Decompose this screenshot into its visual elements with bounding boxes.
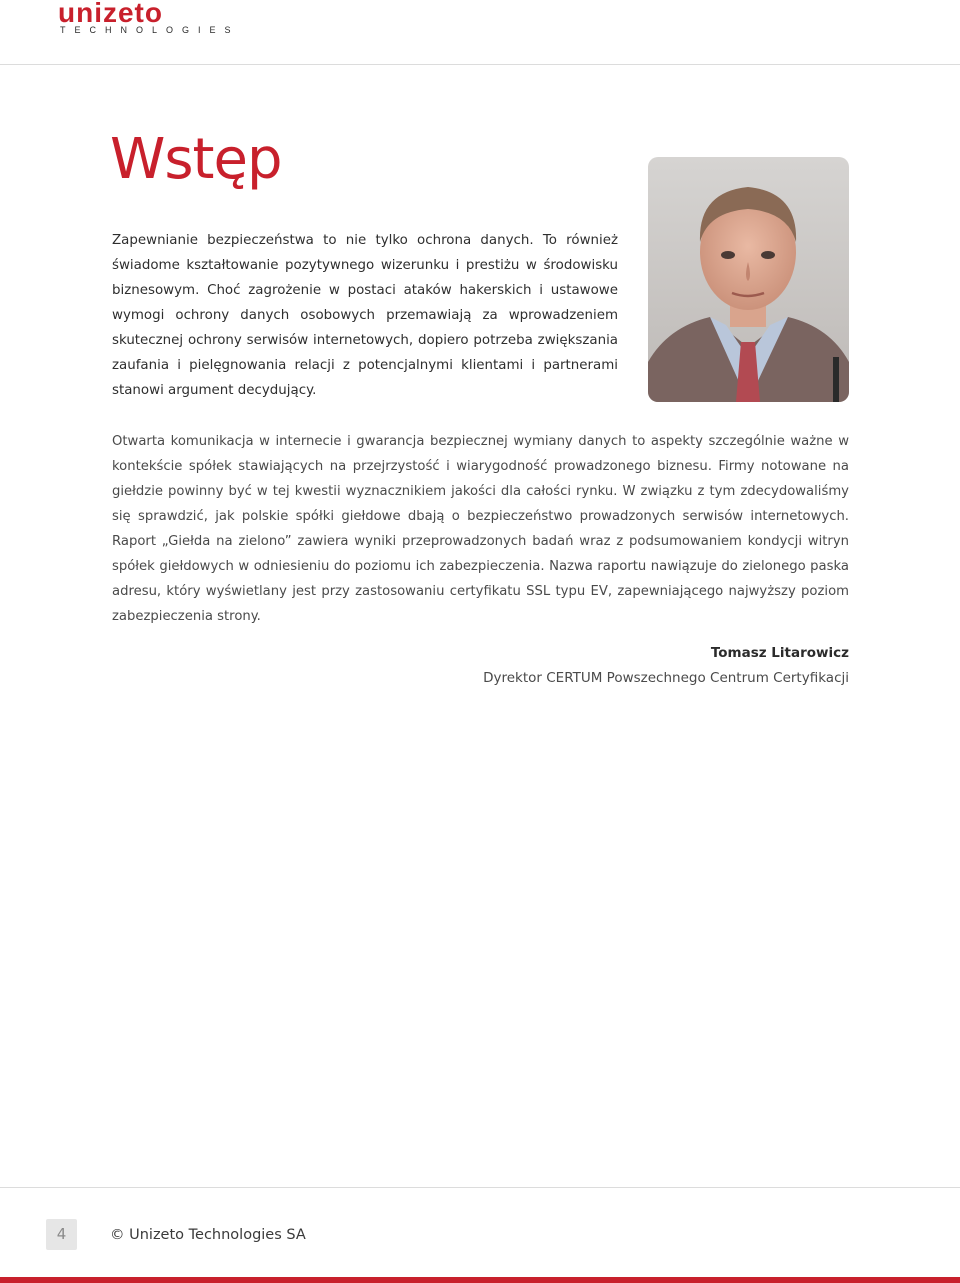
bottom-accent-bar [0, 1277, 960, 1283]
body-paragraph: Otwarta komunikacja w internecie i gwarancja bezpiecznej wymiany danych to aspekty szczególnie ważne w kontekście spółek stawiających na przejrzystość i wiarygodność prowadzonego biznesu. Firmy notowane na giełdzie powinny być w tej kwestii wyznacznikiem jakości dla całości rynku. W związku z tym zdecydowaliśmy się sprawdzić, jak polskie spółki giełdowe dbają o bezpieczeństwo prowadzonych serwisów internetowych. Raport „Giełda na zielono” zawiera wyniki przeprowadzonych badań wraz z podsumowaniem kondycji witryn spółek giełdowych w odniesieniu do poziomu ich zabezpieczenia. Nazwa raportu nawiązuje do zielonego paska adresu, który wyświetlany jest przy zastosowaniu certyfikatu SSL typu EV, zapewniającego najwyższy poziom zabezpieczenia strony. [112, 434, 849, 624]
portrait-image [648, 157, 849, 402]
page-number: 4 [46, 1219, 77, 1250]
logo-subtitle: TECHNOLOGIES [60, 25, 240, 35]
author-photo [648, 157, 849, 402]
page-title: Wstęp [110, 127, 282, 192]
lead-paragraph: Zapewnianie bezpieczeństwa to nie tylko ochrona danych. To również świadome kształtowanie pozytywnego wizerunku i prestiżu w środowisku biznesowym. Choć zagrożenie w postaci ataków hakerskich i ustawowe wymogi ochrony danych osobowych przemawiają za wprowadzeniem skutecznej ochrony serwisów internetowych, dopiero potrzeba zwiększania zaufania i pielęgnowania relacji z potencjalnymi klientami i partnerami stanowi argument decydujący. [112, 233, 618, 398]
signature-role: Dyrektor CERTUM Powszechnego Centrum Certyfikacji [483, 670, 849, 686]
page-header [0, 0, 960, 65]
signature-name: Tomasz Litarowicz [710, 645, 849, 661]
company-logo [58, 0, 240, 42]
logo-wordmark: unizeto [58, 0, 163, 28]
footer-divider [0, 1187, 960, 1188]
footer-copyright: © Unizeto Technologies SA [110, 1227, 306, 1243]
